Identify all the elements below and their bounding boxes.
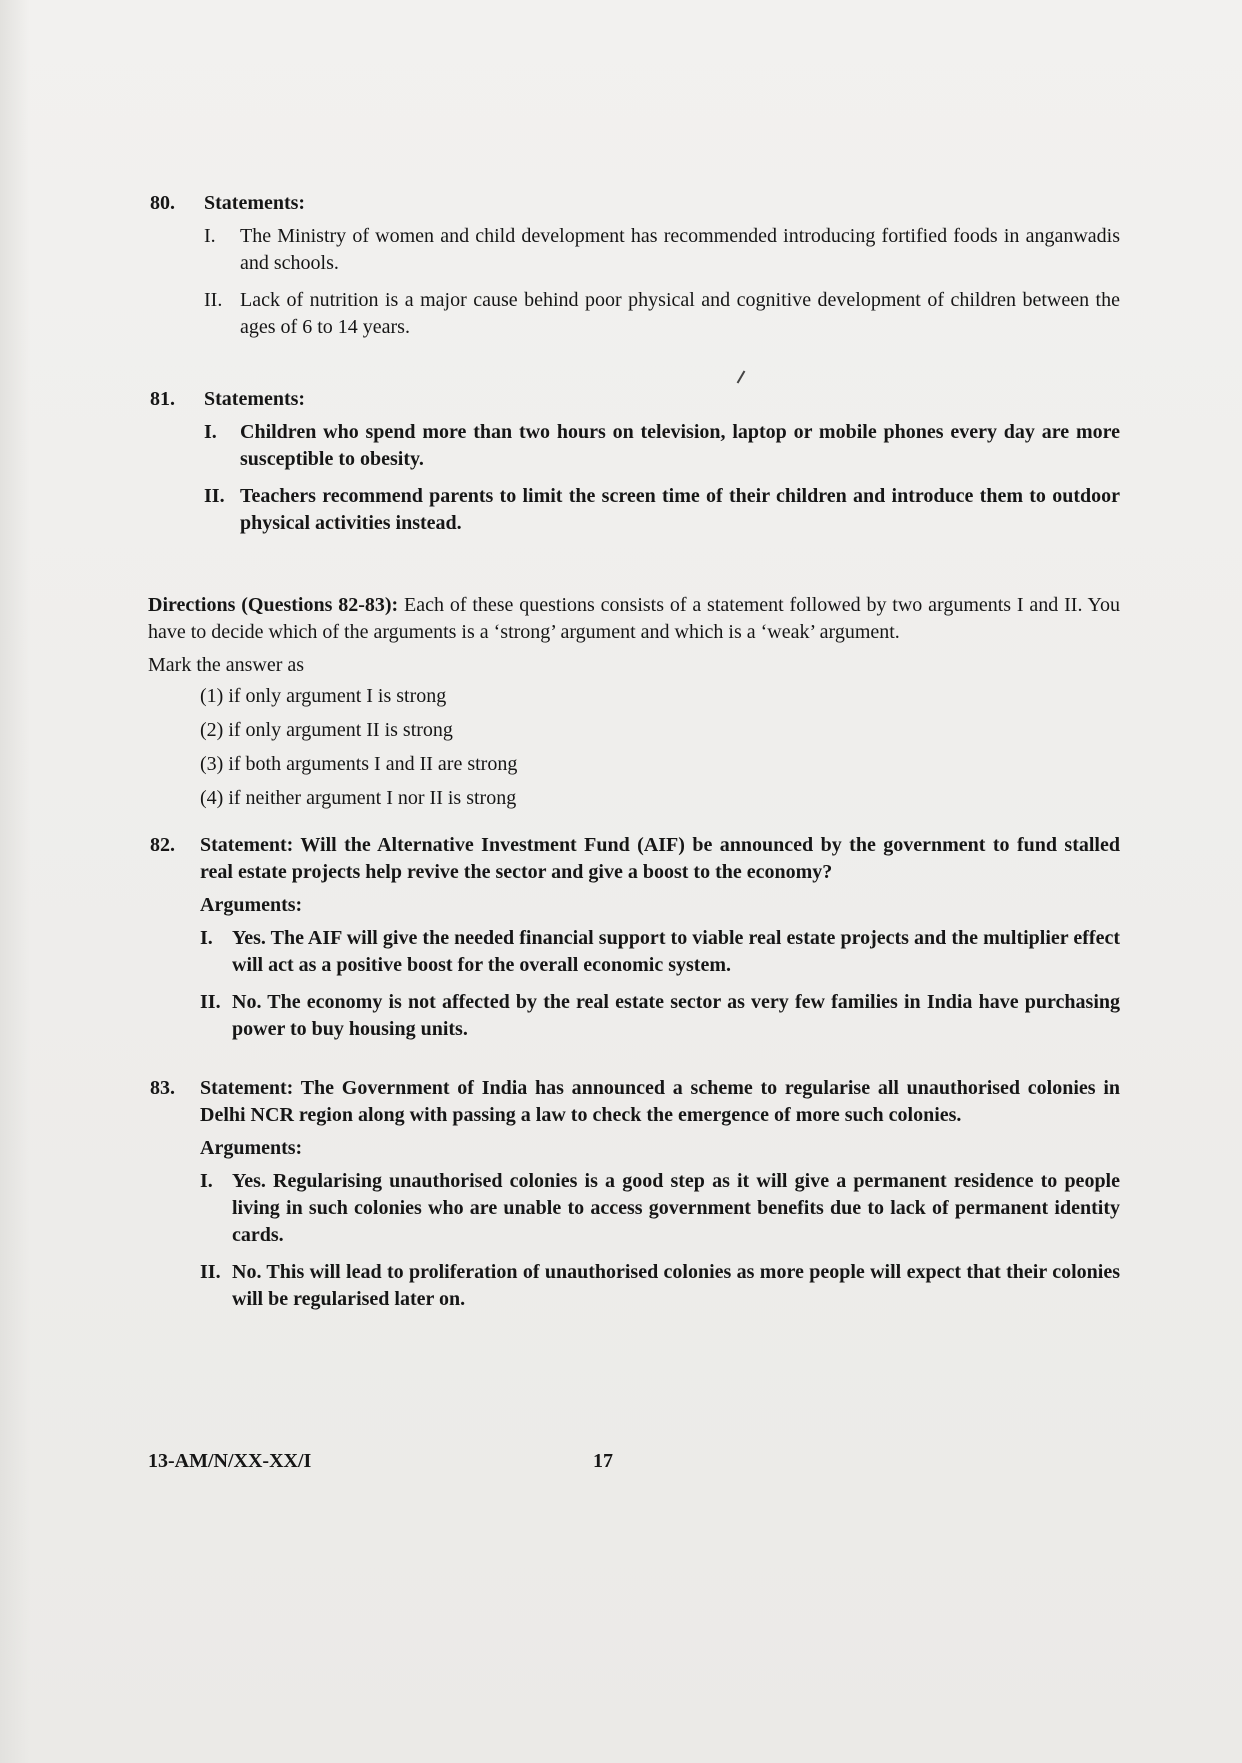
question-81 bbox=[148, 386, 1120, 537]
statement-2 bbox=[204, 287, 1120, 341]
statement-text: Will the Alternative Investment Fund (AIF) be announced by the government to fund stalled real estate projects help revive the sector and give a boost to the economy? bbox=[200, 834, 1120, 883]
argument-1 bbox=[200, 1168, 1120, 1249]
directions-label: Directions (Questions 82-83): bbox=[148, 594, 399, 616]
statement-1 bbox=[204, 419, 1120, 473]
answer-option-4: (4) if neither argument I nor II is strong bbox=[200, 787, 517, 809]
roman-numeral: II. bbox=[204, 289, 223, 311]
arguments-heading: Arguments: bbox=[200, 1137, 303, 1159]
argument-text: No. The economy is not affected by the real estate sector as very few families in India have purchasing power to buy housing units. bbox=[232, 991, 1120, 1040]
question-number: 82. bbox=[150, 834, 175, 856]
answer-option-3: (3) if both arguments I and II are strong bbox=[200, 753, 518, 775]
statement-text: Children who spend more than two hours on television, laptop or mobile phones every day are more susceptible to obesity. bbox=[240, 421, 1120, 470]
question-82 bbox=[148, 832, 1120, 1043]
question-number: 83. bbox=[150, 1077, 175, 1099]
question-83 bbox=[148, 1075, 1120, 1313]
statement-label: Statement: bbox=[200, 1077, 294, 1099]
directions-text: Each of these questions consists of a statement followed by two arguments I and II. You have to decide which of the arguments is a ‘strong’ argument and which is a ‘weak’ argument. bbox=[148, 594, 1121, 643]
page-number: 17 bbox=[593, 1450, 613, 1472]
arguments-heading: Arguments: bbox=[200, 894, 303, 916]
argument-text: Yes. The AIF will give the needed financial support to viable real estate projects and the multiplier effect will act as a positive boost for the overall economic system. bbox=[232, 927, 1120, 976]
roman-numeral: II. bbox=[200, 1261, 221, 1283]
question-80 bbox=[148, 190, 1120, 341]
answer-option-1: (1) if only argument I is strong bbox=[200, 685, 447, 707]
argument-text: Yes. Regularising unauthorised colonies is a good step as it will give a permanent residence to people living in such colonies who are unable to access government benefits due to lack of permanent identity cards. bbox=[232, 1170, 1120, 1246]
page-shadow bbox=[0, 0, 30, 1763]
directions-block bbox=[148, 592, 1120, 646]
statement-2 bbox=[204, 483, 1120, 537]
statements-heading: Statements: bbox=[204, 192, 306, 214]
argument-2 bbox=[200, 989, 1120, 1043]
argument-text: No. This will lead to proliferation of unauthorised colonies as more people will expect that their colonies will be regularised later on. bbox=[232, 1261, 1120, 1310]
statements-heading: Statements: bbox=[204, 388, 306, 410]
roman-numeral: I. bbox=[200, 927, 213, 949]
statement-text: The Government of India has announced a scheme to regularise all unauthorised colonies in Delhi NCR region along with passing a law to check the emergence of more such colonies. bbox=[200, 1077, 1120, 1126]
roman-numeral: II. bbox=[204, 485, 225, 507]
roman-numeral: II. bbox=[200, 991, 221, 1013]
question-number: 81. bbox=[150, 388, 175, 410]
argument-1 bbox=[200, 925, 1120, 979]
statement-text: Teachers recommend parents to limit the screen time of their children and introduce them to outdoor physical activities instead. bbox=[240, 485, 1120, 534]
roman-numeral: I. bbox=[200, 1170, 213, 1192]
argument-2 bbox=[200, 1259, 1120, 1313]
statement-1 bbox=[204, 223, 1120, 277]
statement-text: The Ministry of women and child development has recommended introducing fortified foods in anganwadis and schools. bbox=[240, 225, 1120, 274]
page-content bbox=[148, 190, 1120, 1313]
roman-numeral: I. bbox=[204, 421, 217, 443]
question-number: 80. bbox=[150, 192, 175, 214]
statement-text: Lack of nutrition is a major cause behind poor physical and cognitive development of children between the ages of 6 to 14 years. bbox=[240, 289, 1120, 338]
roman-numeral: I. bbox=[204, 225, 216, 247]
mark-answer-line: Mark the answer as bbox=[148, 654, 305, 676]
paper-code: 13-AM/N/XX-XX/I bbox=[148, 1450, 312, 1472]
statement-label: Statement: bbox=[200, 834, 294, 856]
answer-option-2: (2) if only argument II is strong bbox=[200, 719, 453, 741]
